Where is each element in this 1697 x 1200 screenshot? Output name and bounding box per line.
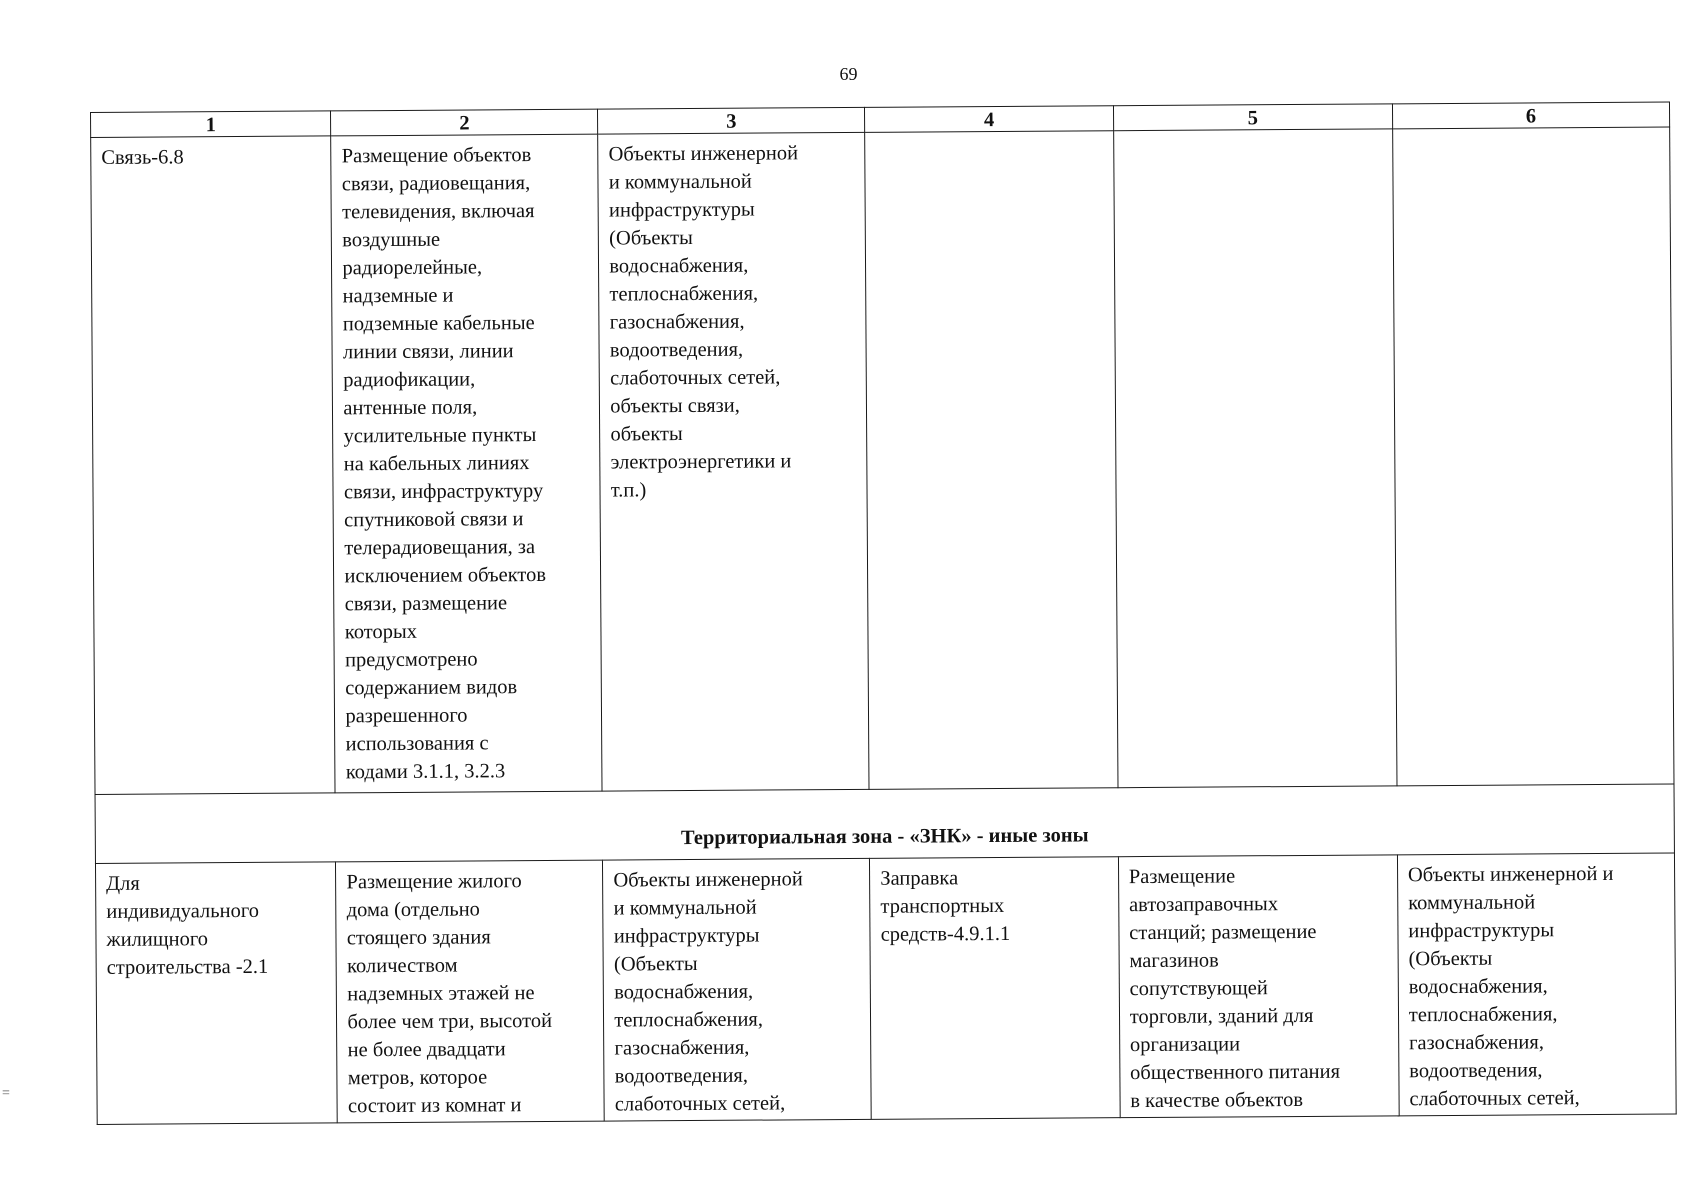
cell-text-line: теплоснабжения, [1408, 1003, 1558, 1027]
cell-text-line: телерадиовещания, за [344, 536, 536, 560]
cell-text-line: газоснабжения, [1409, 1031, 1544, 1055]
cell-text-line: стоящего здания [346, 926, 491, 950]
column-header: 4 [865, 106, 1114, 133]
cell-text-line: на кабельных линиях [343, 452, 530, 476]
cell-text-line: и коммунальной [608, 170, 752, 194]
cell-text-line: (Объекты [609, 227, 693, 250]
cell-text-line: газоснабжения, [609, 310, 745, 334]
cell-text-line: т.п.) [610, 479, 647, 502]
cell-text-line: дома (отдельно [346, 898, 480, 922]
cell-text-line: радиофикации, [343, 368, 476, 392]
cell-text-line: Размещение объектов [341, 144, 532, 168]
table-cell [336, 860, 605, 1123]
cell-text-line: инфраструктуры [613, 924, 760, 948]
cell-text-line: количеством [347, 954, 458, 978]
cell-text-line: кодами 3.1.1, 3.2.3 [345, 760, 506, 784]
cell-text-line: слаботочных сетей, [610, 366, 781, 390]
margin-mark: = [2, 1086, 10, 1101]
cell-text-line: торговли, зданий для [1129, 1004, 1314, 1029]
table-cell [91, 136, 336, 795]
cell-text-line: водоотведения, [1409, 1059, 1543, 1083]
cell-text-line: в качестве объектов [1130, 1088, 1304, 1113]
cell-text-line: метров, которое [347, 1066, 488, 1090]
cell-text-line: воздушные [342, 228, 441, 252]
table-cell [1118, 855, 1399, 1118]
column-header: 3 [598, 107, 865, 134]
table-cell [603, 858, 872, 1121]
cell-text-line: усилительные пункты [343, 424, 537, 448]
cell-text-line: Заправка [880, 867, 959, 890]
cell-text-line: исключением объектов [344, 563, 547, 588]
cell-text-line: теплоснабжения, [609, 282, 759, 306]
zone-title: Территориальная зона - «ЗНК» - иные зоны [95, 784, 1674, 863]
cell-text-line: связи, размещение [344, 592, 508, 616]
column-header: 6 [1392, 102, 1669, 129]
table-cell [331, 134, 602, 793]
cell-text-line: Размещение [1128, 865, 1236, 889]
cell-text-line: которых [344, 620, 418, 644]
column-header: 2 [331, 109, 598, 136]
cell-text-line: слаботочных сетей, [1409, 1087, 1580, 1111]
cell-text-line: жилищного [106, 928, 209, 951]
cell-text-line: линии связи, линии [342, 340, 514, 364]
cell-text-line: электроэнергетики и [610, 450, 792, 474]
column-header: 5 [1113, 104, 1392, 131]
cell-text-line: водоотведения, [609, 338, 744, 362]
cell-text-line: водоснабжения, [609, 254, 749, 278]
cell-text-line: не более двадцати [347, 1038, 506, 1062]
cell-text-line: надземных этажей не [347, 982, 535, 1006]
table-cell [1397, 853, 1676, 1116]
table-cell [598, 132, 869, 791]
table-cell [865, 131, 1118, 790]
cell-text-line: Объекты инженерной [608, 142, 799, 166]
cell-text-line: связи, радиовещания, [341, 172, 531, 196]
table-cell [95, 862, 337, 1125]
cell-text-line: разрешенного [345, 704, 468, 728]
cell-text-line: общественного питания [1130, 1060, 1341, 1085]
cell-text-line: газоснабжения, [614, 1036, 750, 1060]
cell-text-line: Для [106, 872, 140, 895]
cell-text-line: станций; размещение [1129, 920, 1317, 945]
cell-text-line: коммунальной [1408, 891, 1536, 915]
cell-text-line: (Объекты [1408, 947, 1493, 971]
cell-text-line: телевидения, включая [342, 200, 535, 224]
column-header: 1 [91, 111, 332, 138]
cell-text-line: радиорелейные, [342, 256, 483, 280]
cell-text-line: объекты [610, 423, 683, 446]
cell-text-line: Связь-6.8 [101, 146, 184, 169]
cell-text-line: автозаправочных [1128, 893, 1279, 917]
cell-text-line: подземные кабельные [342, 312, 535, 336]
cell-text-line: индивидуального [106, 899, 260, 923]
table-row [95, 853, 1676, 1124]
cell-text-line: (Объекты [613, 952, 698, 976]
cell-text-line: водоснабжения, [1408, 975, 1548, 999]
cell-text-line: содержанием видов [345, 676, 518, 700]
table-cell [870, 857, 1120, 1120]
land-use-table [90, 102, 1677, 1125]
cell-text-line: Размещение жилого [346, 870, 522, 894]
page-number: 69 [839, 64, 858, 84]
cell-text-line: использования с [345, 732, 489, 756]
cell-text-line: Объекты инженерной [613, 868, 803, 892]
cell-text-line: надземные и [342, 284, 454, 308]
cell-text-line: антенные поля, [343, 396, 478, 420]
cell-text-line: транспортных [880, 894, 1005, 918]
cell-text-line: и коммунальной [613, 896, 757, 920]
cell-text-line: строительства -2.1 [106, 955, 269, 979]
cell-text-line: слаботочных сетей, [614, 1092, 786, 1116]
cell-text-line: Объекты инженерной и [1407, 862, 1614, 887]
cell-text-line: инфраструктуры [608, 198, 755, 222]
cell-text-line: спутниковой связи и [344, 508, 524, 532]
cell-text-line: связи, инфраструктуру [343, 480, 544, 504]
cell-text-line: водоснабжения, [614, 980, 754, 1004]
cell-text-line: сопутствующей [1129, 977, 1268, 1001]
table-cell [1393, 127, 1674, 786]
cell-text-line: объекты связи, [610, 394, 740, 418]
cell-text-line: инфраструктуры [1408, 919, 1555, 943]
cell-text-line: средств-4.9.1.1 [880, 922, 1011, 946]
cell-text-line: теплоснабжения, [614, 1008, 764, 1032]
cell-text-line: магазинов [1129, 949, 1219, 973]
table-row [91, 127, 1674, 794]
cell-text-line: организации [1129, 1033, 1241, 1057]
zone-heading-row [95, 784, 1674, 863]
cell-text-line: более чем три, высотой [347, 1009, 553, 1034]
cell-text-line: водоотведения, [614, 1064, 749, 1088]
cell-text-line: предусмотрено [344, 648, 478, 672]
cell-text-line: состоит из комнат и [347, 1094, 522, 1118]
table-cell [1113, 129, 1396, 788]
